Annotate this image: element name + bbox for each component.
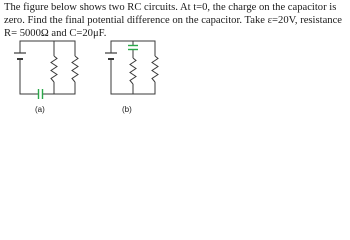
circuit-a-wire (20, 41, 75, 94)
capacitor-a-icon (39, 89, 43, 99)
question-text: The figure below shows two RC circuits. At t=0, the charge on the capacitor is zero. Find the final potential difference on the capacitor. Take ε=20V, resistance R= 5000Ω and C=20μF. (4, 2, 342, 39)
resistor-a2-icon (72, 56, 78, 82)
capacitor-b-icon (128, 46, 138, 50)
resistor-a1-icon (51, 56, 57, 82)
circuit-a (14, 41, 78, 94)
resistor-b1-icon (130, 58, 136, 84)
battery-a-icon (14, 53, 26, 59)
circuit-diagrams (0, 34, 350, 116)
battery-b-icon (105, 53, 117, 59)
resistor-b2-icon (152, 56, 158, 82)
circuit-a-label: (a) (35, 105, 45, 114)
circuit-b-label: (b) (122, 105, 132, 114)
